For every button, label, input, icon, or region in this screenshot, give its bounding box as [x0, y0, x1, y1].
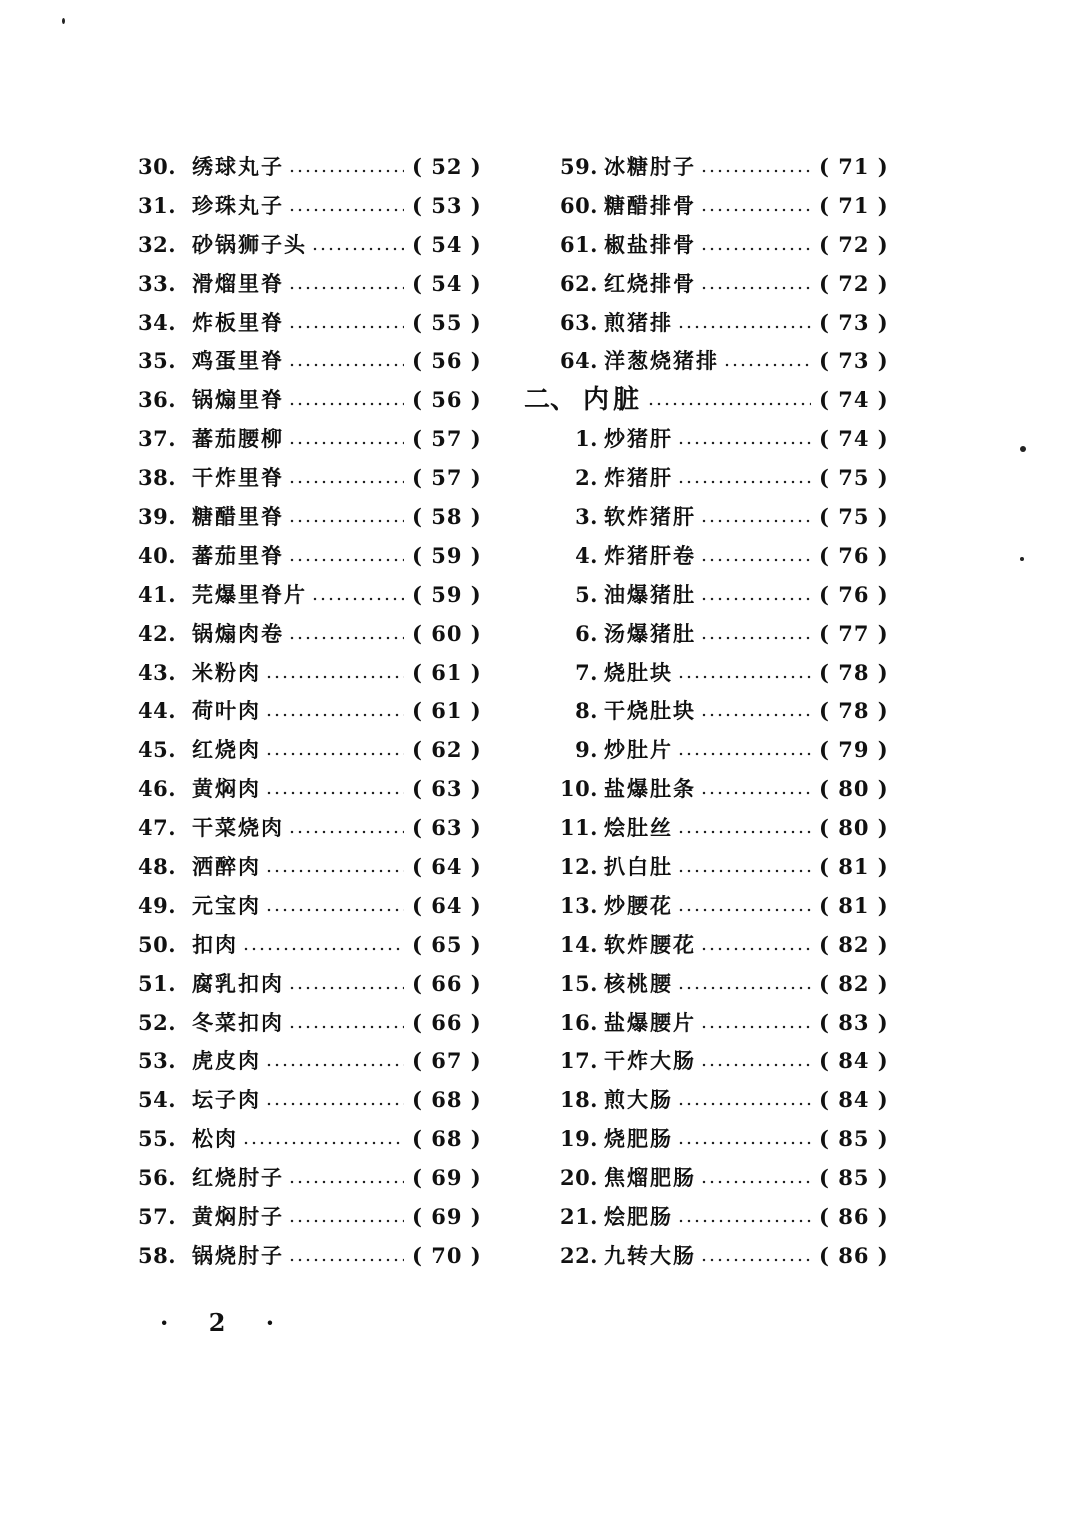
- entry-page-number: ( 65 ): [412, 931, 482, 957]
- dot-leader: [265, 700, 404, 721]
- entry-number: 38.: [138, 465, 177, 491]
- entry-number: 15.: [559, 970, 598, 996]
- entry-title: 锅煽肉卷: [192, 620, 284, 646]
- entry-title: 红烧肉: [192, 737, 261, 763]
- entry-page-number: ( 72 ): [819, 270, 889, 296]
- entry-title: 红烧肘子: [192, 1165, 284, 1191]
- toc-entry: [540, 225, 889, 264]
- entry-title: 盐爆肚条: [604, 776, 696, 802]
- toc-entry: [138, 458, 482, 497]
- toc-entry: [540, 691, 889, 730]
- dot-leader: [288, 312, 404, 333]
- entry-page-number: ( 81 ): [819, 892, 889, 918]
- toc-entry: [540, 341, 889, 380]
- entry-number: 7.: [575, 659, 598, 685]
- entry-page-number: ( 83 ): [819, 1009, 889, 1035]
- entry-page-number: ( 55 ): [412, 309, 482, 335]
- dot-leader: [677, 312, 811, 333]
- entry-number: 60.: [559, 192, 598, 218]
- dot-leader: [700, 1012, 811, 1033]
- scan-speck: [1020, 446, 1026, 452]
- toc-entry: [138, 264, 482, 303]
- dot-leader: [288, 973, 404, 994]
- entry-page-number: ( 75 ): [819, 503, 889, 529]
- entry-page-number: ( 85 ): [819, 1165, 889, 1191]
- entry-page-number: ( 61 ): [412, 698, 482, 724]
- dot-leader: [288, 389, 404, 410]
- entry-number: 43.: [138, 659, 177, 685]
- entry-page-number: ( 81 ): [819, 853, 889, 879]
- entry-title: 烩肚丝: [604, 815, 673, 841]
- dot-leader: [700, 623, 811, 644]
- entry-title: 烧肥肠: [604, 1126, 673, 1152]
- dot-leader: [288, 1245, 404, 1266]
- entry-page-number: ( 82 ): [819, 970, 889, 996]
- dot-leader: [677, 739, 811, 760]
- toc-entry: [540, 964, 889, 1003]
- entry-page-number: ( 76 ): [819, 542, 889, 568]
- dot-leader: [700, 1245, 811, 1266]
- entry-page-number: ( 82 ): [819, 931, 889, 957]
- entry-page-number: ( 58 ): [412, 503, 482, 529]
- toc-entry: [540, 614, 889, 653]
- dot-leader: [677, 662, 811, 683]
- toc-entry: [138, 380, 482, 419]
- dot-leader: [677, 1089, 811, 1110]
- entry-page-number: ( 54 ): [412, 231, 482, 257]
- entry-number: 42.: [138, 620, 177, 646]
- entry-title: 米粉肉: [192, 659, 261, 685]
- entry-number: 5.: [575, 581, 598, 607]
- dot-leader: [265, 1089, 404, 1110]
- entry-title: 蕃茄里脊: [192, 542, 284, 568]
- entry-title: 椒盐排骨: [604, 231, 696, 257]
- toc-entry: [540, 808, 889, 847]
- entry-number: 30.: [138, 153, 177, 179]
- scan-speck: [1020, 557, 1024, 561]
- toc-entry: [138, 186, 482, 225]
- entry-page-number: ( 86 ): [819, 1242, 889, 1268]
- toc-entry: [540, 575, 889, 614]
- toc-entry: [540, 886, 889, 925]
- entry-title: 珍珠丸子: [192, 192, 284, 218]
- entry-title: 炸猪肝: [604, 465, 673, 491]
- entry-number: 4.: [575, 542, 598, 568]
- scan-speck: [62, 18, 65, 24]
- toc-entry: [540, 147, 889, 186]
- entry-page-number: ( 76 ): [819, 581, 889, 607]
- toc-entry: [138, 1080, 482, 1119]
- entry-page-number: ( 68 ): [412, 1126, 482, 1152]
- dot-leader: [700, 156, 811, 177]
- entry-page-number: ( 71 ): [819, 153, 889, 179]
- entry-number: 44.: [138, 698, 177, 724]
- toc-left-column: [138, 147, 482, 1275]
- toc-entry: [138, 1119, 482, 1158]
- section-number: 二、: [524, 384, 577, 415]
- entry-title: 干炸大肠: [604, 1048, 696, 1074]
- entry-page-number: ( 62 ): [412, 737, 482, 763]
- entry-number: 16.: [559, 1009, 598, 1035]
- entry-number: 55.: [138, 1126, 177, 1152]
- section-heading-organs: [524, 380, 889, 419]
- entry-title: 冬菜扣肉: [192, 1009, 284, 1035]
- entry-page-number: ( 70 ): [412, 1242, 482, 1268]
- dot-leader: [288, 273, 404, 294]
- dot-leader: [700, 778, 811, 799]
- entry-page-number: ( 67 ): [412, 1048, 482, 1074]
- entry-page-number: ( 56 ): [412, 387, 482, 413]
- toc-entry: [138, 575, 482, 614]
- entry-title: 荷叶肉: [192, 698, 261, 724]
- entry-title: 鸡蛋里脊: [192, 348, 284, 374]
- dot-leader: [288, 195, 404, 216]
- entry-page-number: ( 57 ): [412, 426, 482, 452]
- toc-entry: [138, 147, 482, 186]
- entry-page-number: ( 64 ): [412, 892, 482, 918]
- entry-title: 干烧肚块: [604, 698, 696, 724]
- dot-leader: [647, 389, 811, 410]
- entry-title: 扣肉: [192, 931, 238, 957]
- entry-title: 干炸里脊: [192, 465, 284, 491]
- entry-number: 63.: [559, 309, 598, 335]
- toc-entry: [540, 1080, 889, 1119]
- toc-entry: [540, 1197, 889, 1236]
- entry-number: 35.: [138, 348, 177, 374]
- entry-number: 54.: [138, 1087, 177, 1113]
- toc-entry: [540, 536, 889, 575]
- entry-number: 31.: [138, 192, 177, 218]
- entry-title: 黄焖肘子: [192, 1203, 284, 1229]
- dot-leader: [677, 1128, 811, 1149]
- entry-title: 砂锅狮子头: [192, 231, 307, 257]
- entry-number: 6.: [575, 620, 598, 646]
- toc-entry: [138, 886, 482, 925]
- entry-page-number: ( 53 ): [412, 192, 482, 218]
- entry-page-number: ( 80 ): [819, 815, 889, 841]
- entry-number: 37.: [138, 426, 177, 452]
- entry-page-number: ( 63 ): [412, 776, 482, 802]
- entry-page-number: ( 59 ): [412, 581, 482, 607]
- toc-entry: [138, 1041, 482, 1080]
- entry-title: 洋葱烧猪排: [604, 348, 719, 374]
- entry-title: 锅煽里脊: [192, 387, 284, 413]
- entry-title: 蕃茄腰柳: [192, 426, 284, 452]
- entry-title: 冰糖肘子: [604, 153, 696, 179]
- dot-leader: [700, 1167, 811, 1188]
- entry-title: 元宝肉: [192, 892, 261, 918]
- entry-number: 53.: [138, 1048, 177, 1074]
- page-number-footer: · 2 ·: [160, 1308, 291, 1337]
- toc-entry: [540, 1158, 889, 1197]
- entry-title: 黄焖肉: [192, 776, 261, 802]
- entry-number: 33.: [138, 270, 177, 296]
- dot-leader: [288, 428, 404, 449]
- entry-number: 57.: [138, 1203, 177, 1229]
- entry-number: 48.: [138, 853, 177, 879]
- entry-number: 20.: [559, 1165, 598, 1191]
- entry-number: 1.: [575, 426, 598, 452]
- dot-leader: [265, 739, 404, 760]
- toc-entry: [138, 769, 482, 808]
- dot-leader: [288, 350, 404, 371]
- entry-number: 18.: [559, 1087, 598, 1113]
- toc-entry: [540, 925, 889, 964]
- entry-title: 软炸猪肝: [604, 503, 696, 529]
- entry-page-number: ( 60 ): [412, 620, 482, 646]
- dot-leader: [677, 895, 811, 916]
- entry-title: 滑熘里脊: [192, 270, 284, 296]
- dot-leader: [723, 350, 811, 371]
- entry-number: 45.: [138, 737, 177, 763]
- entry-page-number: ( 52 ): [412, 153, 482, 179]
- dot-leader: [700, 934, 811, 955]
- entry-page-number: ( 79 ): [819, 737, 889, 763]
- entry-number: 59.: [559, 153, 598, 179]
- entry-number: 14.: [559, 931, 598, 957]
- dot-leader: [677, 817, 811, 838]
- toc-entry: [540, 419, 889, 458]
- entry-number: 11.: [559, 815, 598, 841]
- dot-leader: [677, 428, 811, 449]
- dot-leader: [311, 234, 404, 255]
- toc-entry: [540, 458, 889, 497]
- dot-leader: [700, 506, 811, 527]
- entry-page-number: ( 85 ): [819, 1126, 889, 1152]
- toc-entry: [138, 303, 482, 342]
- entry-page-number: ( 61 ): [412, 659, 482, 685]
- entry-number: 19.: [559, 1126, 598, 1152]
- dot-leader: [242, 934, 404, 955]
- entry-page-number: ( 68 ): [412, 1087, 482, 1113]
- dot-leader: [700, 195, 811, 216]
- entry-title: 炸猪肝卷: [604, 542, 696, 568]
- entry-page-number: ( 73 ): [819, 309, 889, 335]
- dot-leader: [700, 545, 811, 566]
- dot-leader: [677, 973, 811, 994]
- entry-number: 9.: [575, 737, 598, 763]
- entry-page-number: ( 57 ): [412, 465, 482, 491]
- entry-title: 烩肥肠: [604, 1203, 673, 1229]
- entry-title: 松肉: [192, 1126, 238, 1152]
- dot-leader: [700, 584, 811, 605]
- toc-entry: [540, 769, 889, 808]
- entry-title: 炒猪肝: [604, 426, 673, 452]
- entry-page-number: ( 77 ): [819, 620, 889, 646]
- entry-page-number: ( 56 ): [412, 348, 482, 374]
- entry-page-number: ( 66 ): [412, 1009, 482, 1035]
- entry-title: 糖醋里脊: [192, 503, 284, 529]
- toc-entry: [138, 614, 482, 653]
- entry-page-number: ( 69 ): [412, 1203, 482, 1229]
- entry-title: 焦熘肥肠: [604, 1165, 696, 1191]
- section-title: 内脏: [583, 384, 644, 415]
- entry-title: 炒肚片: [604, 737, 673, 763]
- toc-entry: [138, 925, 482, 964]
- dot-leader: [265, 778, 404, 799]
- dot-leader: [288, 467, 404, 488]
- toc-entry: [138, 847, 482, 886]
- entry-number: 10.: [559, 776, 598, 802]
- toc-entry: [138, 653, 482, 692]
- toc-entry: [138, 341, 482, 380]
- entry-number: 62.: [559, 270, 598, 296]
- entry-title: 扒白肚: [604, 853, 673, 879]
- entry-number: 34.: [138, 309, 177, 335]
- dot-leader: [677, 1206, 811, 1227]
- toc-right-column: [524, 147, 889, 1275]
- entry-number: 52.: [138, 1009, 177, 1035]
- dot-leader: [700, 273, 811, 294]
- entry-number: 47.: [138, 815, 177, 841]
- toc-entry: [138, 225, 482, 264]
- entry-number: 3.: [575, 503, 598, 529]
- entry-number: 32.: [138, 231, 177, 257]
- dot-leader: [288, 1167, 404, 1188]
- entry-title: 煎大肠: [604, 1087, 673, 1113]
- dot-leader: [265, 1050, 404, 1071]
- entry-title: 炒腰花: [604, 892, 673, 918]
- entry-title: 糖醋排骨: [604, 192, 696, 218]
- toc-entry: [540, 1119, 889, 1158]
- toc-entry: [138, 730, 482, 769]
- entry-title: 汤爆猪肚: [604, 620, 696, 646]
- entry-title: 红烧排骨: [604, 270, 696, 296]
- entry-title: 洒醉肉: [192, 853, 261, 879]
- entry-page-number: ( 74 ): [819, 426, 889, 452]
- dot-leader: [288, 545, 404, 566]
- entry-number: 64.: [559, 348, 598, 374]
- entry-title: 炸板里脊: [192, 309, 284, 335]
- entry-number: 58.: [138, 1242, 177, 1268]
- toc-entry: [138, 497, 482, 536]
- dot-leader: [288, 506, 404, 527]
- entry-page-number: ( 86 ): [819, 1203, 889, 1229]
- entry-number: 12.: [559, 853, 598, 879]
- dot-leader: [311, 584, 404, 605]
- entry-number: 39.: [138, 503, 177, 529]
- entry-title: 烧肚块: [604, 659, 673, 685]
- toc-entry: [138, 1236, 482, 1275]
- dot-leader: [700, 700, 811, 721]
- entry-number: 17.: [559, 1048, 598, 1074]
- entry-number: 41.: [138, 581, 177, 607]
- entry-page-number: ( 69 ): [412, 1165, 482, 1191]
- toc-entry: [540, 653, 889, 692]
- entry-number: 8.: [575, 698, 598, 724]
- toc-entry: [540, 264, 889, 303]
- toc-entry: [138, 536, 482, 575]
- entry-page-number: ( 72 ): [819, 231, 889, 257]
- toc-entry: [540, 186, 889, 225]
- entry-number: 50.: [138, 931, 177, 957]
- entry-number: 40.: [138, 542, 177, 568]
- dot-leader: [288, 156, 404, 177]
- entry-title: 坛子肉: [192, 1087, 261, 1113]
- entry-title: 油爆猪肚: [604, 581, 696, 607]
- entry-title: 虎皮肉: [192, 1048, 261, 1074]
- entry-page-number: ( 59 ): [412, 542, 482, 568]
- entry-page-number: ( 78 ): [819, 698, 889, 724]
- entry-page-number: ( 71 ): [819, 192, 889, 218]
- toc-entry: [540, 1236, 889, 1275]
- toc-entry: [540, 1003, 889, 1042]
- dot-leader: [242, 1128, 404, 1149]
- entry-title: 绣球丸子: [192, 153, 284, 179]
- section-page-number: ( 74 ): [819, 387, 889, 413]
- toc-entry: [138, 964, 482, 1003]
- entry-title: 芫爆里脊片: [192, 581, 307, 607]
- entry-number: 61.: [559, 231, 598, 257]
- entry-page-number: ( 54 ): [412, 270, 482, 296]
- toc-entry: [540, 730, 889, 769]
- entry-page-number: ( 75 ): [819, 465, 889, 491]
- entry-page-number: ( 66 ): [412, 970, 482, 996]
- entry-page-number: ( 84 ): [819, 1087, 889, 1113]
- toc-entry: [138, 808, 482, 847]
- entry-number: 36.: [138, 387, 177, 413]
- dot-leader: [700, 1050, 811, 1071]
- toc-entry: [138, 691, 482, 730]
- entry-page-number: ( 64 ): [412, 853, 482, 879]
- entry-number: 22.: [559, 1242, 598, 1268]
- entry-number: 56.: [138, 1165, 177, 1191]
- dot-leader: [265, 856, 404, 877]
- entry-title: 煎猪排: [604, 309, 673, 335]
- entry-title: 九转大肠: [604, 1242, 696, 1268]
- entry-page-number: ( 84 ): [819, 1048, 889, 1074]
- entry-title: 盐爆腰片: [604, 1009, 696, 1035]
- dot-leader: [265, 895, 404, 916]
- dot-leader: [265, 662, 404, 683]
- toc-entry: [138, 419, 482, 458]
- entry-number: 2.: [575, 465, 598, 491]
- toc-right-top-list: [540, 147, 889, 380]
- dot-leader: [700, 234, 811, 255]
- dot-leader: [677, 467, 811, 488]
- entry-title: 核桃腰: [604, 970, 673, 996]
- toc-entry: [138, 1197, 482, 1236]
- toc-entry: [540, 1041, 889, 1080]
- toc-entry: [540, 497, 889, 536]
- entry-number: 46.: [138, 776, 177, 802]
- entry-number: 51.: [138, 970, 177, 996]
- dot-leader: [288, 1012, 404, 1033]
- entry-title: 锅烧肘子: [192, 1242, 284, 1268]
- entry-title: 软炸腰花: [604, 931, 696, 957]
- entry-number: 21.: [559, 1203, 598, 1229]
- toc-entry: [540, 303, 889, 342]
- dot-leader: [288, 1206, 404, 1227]
- entry-number: 49.: [138, 892, 177, 918]
- toc-entry: [138, 1158, 482, 1197]
- dot-leader: [288, 817, 404, 838]
- entry-page-number: ( 73 ): [819, 348, 889, 374]
- toc-entry: [540, 847, 889, 886]
- entry-title: 腐乳扣肉: [192, 970, 284, 996]
- entry-page-number: ( 63 ): [412, 815, 482, 841]
- entry-page-number: ( 80 ): [819, 776, 889, 802]
- entry-number: 13.: [559, 892, 598, 918]
- toc-right-bottom-list: [540, 419, 889, 1275]
- entry-page-number: ( 78 ): [819, 659, 889, 685]
- toc-entry: [138, 1003, 482, 1042]
- dot-leader: [288, 623, 404, 644]
- dot-leader: [677, 856, 811, 877]
- entry-title: 干菜烧肉: [192, 815, 284, 841]
